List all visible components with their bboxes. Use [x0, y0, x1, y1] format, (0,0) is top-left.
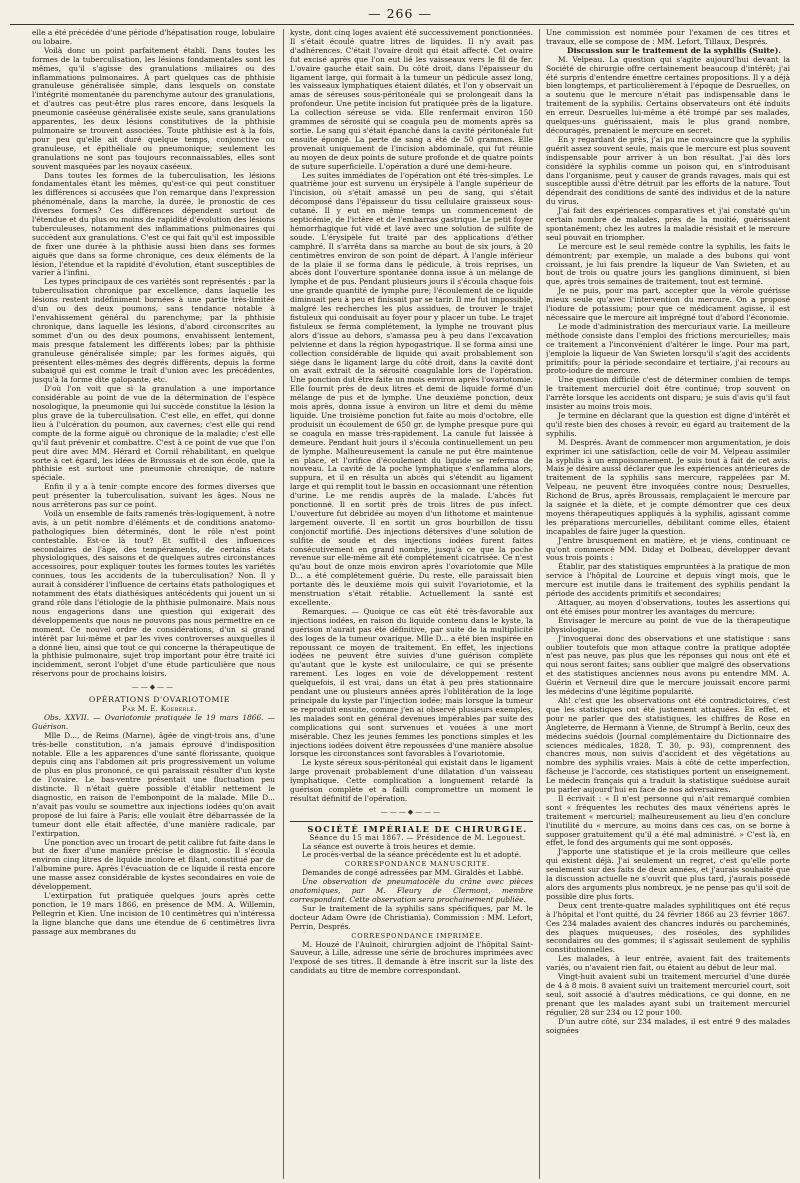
paragraph: Dans toutes les formes de la tuberculisation, les lésions fondamentales étant les mêmes, qu'est-ce qui peut constituer les différences si accusées que l'on remarque dans l'expression phénoménale, dans la marche, la durée, le pronostic de ces diverses formes? Ces différences dépendent surtout de l'étendue et du plus ou moins de rapidité d'évolution des lésions tuberculeuses, notamment des inflammations pulmonaires qui succèdent aux granulations. C'est ce qui fait qu'il est impossible de fixer une durée à la phthisie aussi bien dans ses formes aiguës que dans sa forme chronique, ces deux éléments de la lésion, l'étendue et la rapidité d'évolution, étant susceptibles de varier à l'infini.: [32, 170, 275, 278]
paragraph: J'invoquerai donc des observations et une statistique : sans oublier toutefois que mon attaque contre la pratique adoptée n'est pas neuve, pas plus que les réponses qui nous ont été et qui nous seront faites; sans oublier que malgré des observations et des statistiques anciennes nous avons pu entendre MM. A. Guérin et Verneuil dire que le mercure jouissait encore parmi les médecins d'une légitime popularité.: [546, 633, 790, 697]
paragraph: Je termine en déclarant que la question est digne d'intérêt et qu'il reste bien des choses à revoir, eu égard au traitement de la syphilis.: [546, 410, 790, 438]
paragraph: Une question difficile c'est de déterminer combien de temps le traitement mercuriel doit être continué; trop souvent on l'arrête lorsque les accidents ont disparu; je suis d'avis qu'il faut insister au moins trois mois.: [546, 375, 790, 412]
correspondence-heading: CORRESPONDANCE IMPRIMÉE.: [351, 931, 484, 940]
observation-title: Obs. XXVII. — Ovariotomie pratiquée le 19 mars 1866. — Guérison.: [32, 712, 275, 731]
paragraph: Les malades, à leur entrée, avaient fait des traitements variés, ou n'avaient rien fait, ou étaient au début de leur mal.: [546, 954, 790, 973]
column-left: [32, 29, 275, 1177]
seance-line: Séance du 15 mai 1867. — Présidence de M. Legouest.: [309, 833, 526, 842]
society-title: SOCIÉTÉ IMPÉRIALE DE CHIRURGIE.: [290, 821, 533, 834]
paragraph: Une observation de pneumatocèle du crâne avec pièces anatomiques, par M. Fleury de Clermont, membre correspondant. Cette observation sera prochainement publiée.: [290, 877, 533, 904]
paragraph: Les suites immédiates de l'opération ont été très-simples. Le quatrième jour est survenu un érysipèle à l'angle supérieur de l'incision, où s'était amassé un peu de sang, qui s'était décomposé dans l'épaisseur du tissu cellulaire graisseux sous-cutané. Il y eut en même temps un commencement de septicémie, de l'ictère et de l'embarras gastrique. Le petit foyer hémorrhagique fut vidé et lavé avec une solution de sulfite de soude. L'érysipèle fut traité par des applications d'éther camphré. Il s'arrêta dans sa marche au bout de six jours, à 20 centimètres environ de son point de départ. À l'angle inférieur de la plaie il se forma dans le pédicule, à trois reprises, un abcès dont l'ouverture spontanée donna issue à un mélange de lymphe et de pus. Pendant plusieurs jours il s'écoula chaque fois une grande quantité de lymphe pure; l'écoulement de ce liquide diminuait peu à peu et finissait par se tarir. Il me fut impossible, malgré les recherches les plus assidues, de trouver le trajet fistuleux qui conduisait au foyer pour y placer un tube. Le trajet fistuleux se ferma complétement, la lymphe ne trouvant plus alors d'issue au dehors, s'amassa peu à peu dans l'excavation pelvienne et dans la région hypogastrique. Il se forma ainsi une collection considérable de liquide qui avait probablement son siége dans le ligament large du côté droit, dans la cavité dont on avait extrait de la sérosité coagulable lors de l'opération. Une ponction dut être faite un mois environ après l'ovariotomie. Elle fournit près de deux litres et demi de liquide formé d'un mélange de pus et de lymphe. Une deuxième ponction, deux mois après, donna issue à environ un litre et demi du même liquide. Une troisième ponction fut faite au mois d'octobre, elle produisit un écoulement de 650 gr. de lymphe presque pure qui se coagula en masse très-rapidement. La canule fut laissée à demeure. Pendant huit jours il s'écoula continuellement un peu de lymphe. Malheureusement la canule ne put être maintenue en place, et l'orifice d'écoulement du liquide se referma de nouveau. La cavité de la poche lymphatique s'enflamma alors, suppura, et il en résulta un abcès qui s'étendit au ligament large et qui remplit tout le bassin en occasionnant une rétention d'urine. Le me rendis auprès de la malade. L'abcès fut ponctionné. Il en sortit près de trois litres de pus infect. L'ouverture fut débridée au moyen d'un lithotome et maintenue largement ouverte. Il en sortit un gros bourbillon de tissu conjonctif mortifié. Des injections détersives d'une solution de sulfite de soude et des injections iodées furent faites consécutivement en grand nombre, jusqu'à ce que la poche revenue sur elle-même ait été complétement cicatrisée. Ce n'est qu'au bout de onze mois environ après l'ovariotomie que Mlle D... a été complétement guérie. Du reste, elle paraissait bien portante dès le deuxième mois qui suivit l'ovariotomie, et la menstruation s'était rétablie. Actuellement la santé est excellente.: [290, 170, 533, 607]
paragraph: Les types principaux de ces variétés sont représentés : par la tuberculisation chronique par excellence, dans laquelle les lésions restent indéfiniment bornées à une partie très-limitée d'un ou des deux poumons, sans tendance notable à l'envahissement général du parenchyme; par la phthisie chronique, dans laquelle les lésions, d'abord circonscrites au sommet d'un ou des deux poumons, envahissent lentement, mais presque fatalement les différents lobes; par la phthisie granuleuse généralisée simple; par les formes aiguës, qui présentent elles-mêmes des degrés différents, depuis la forme subaiguë qui est comme le trait d'union avec les précédentes, jusqu'à la forme dite galopante, etc.: [32, 277, 275, 385]
remarks-paragraph: Remarques. — Quoique ce cas eût été très-favorable aux injections iodées, en raison du liquide contenu dans le kyste, la guérison n'aurait pas été définitive, par suite de la multiplicité des loges de la tumeur ovarique. Mlle D... a été bien inspirée en repoussant ce moyen de traitement. En effet, les injections iodées ne peuvent être suivies d'une guérison complète qu'autant que le kyste est uniloculaire, ce qui se présente rarement. Les loges en voie de développement restent quelquefois, il est vrai, dans un état à peu près stationnaire pendant une ou plusieurs années après l'oblitération de la loge principale du kyste par l'injection iodée; mais lorsque la tumeur se reproduit ensuite, comme j'en ai observé plusieurs exemples, les malades sont en général devenues impérables par suite des complications qui sont survenues et vouées à une mort misérable. Chez les jeunes femmes les ponctions simples et les injections iodées doivent être repoussées d'une manière absolue lorsque les circonstances sont favorables à l'ovariotomie.: [290, 606, 533, 759]
column-fade: [32, 1167, 275, 1177]
paragraph: Voilà donc un point parfaitement établi. Dans toutes les formes de la tuberculisation, les lésions fondamentales sont les mêmes, qu'il s'agisse des granulations miliaires ou des inflammations pulmonaires. À part quelques cas de phthisie granuleuse généralisée simple, dans lesquels on constate l'intégrité momentanée du parenchyme autour des granulations, et d'autres cas peut-être plus rares encore, dans lesquels la pneumonie caséeuse généralisée existe seule, sans granulations apparentes, les deux lésions constitutives de la phthisie pulmonaire se trouvent associées. Toute phthisie est à la fois, pour peu qu'elle ait duré quelque temps, conjonctive ou granuleuse, et épithéliale ou pneumonique; seulement les granulations ne sont pas toujours reconnaissables, elles sont souvent masquées par les noyaux caséeux.: [32, 45, 275, 171]
paragraph: En y regardant de près, j'ai pu me convaincre que la syphilis guérit assez souvent seule, mais que le mercure est plus souvent indispensable pour arriver à un bon résultat. J'ai dès lors considéré la syphilis comme un poison qui, en s'introduisant dans l'organisme, peut y causer de grands ravages, mais qui est susceptible aussi d'être détruit par les efforts de la nature. Tout dépendrait des conditions de santé des individus et de la nature du virus.: [546, 134, 790, 207]
paragraph: Sur le traitement de la syphilis sans spécifiques, par M. le docteur Adam Owre (de Christiania). Commission : MM. Lefort, Perrin, Després.: [290, 903, 533, 931]
paragraph: Demandes de congé adressées par MM. Giraldès et Labbé.: [302, 868, 524, 878]
discussion-title: Discussion sur le traitement de la syphilis (Suite).: [567, 45, 781, 55]
paragraph: Il écrivait : « Il n'est personne qui n'ait remarqué combien sont « fréquentes les rechutes des maux vénériens après le traitement « mercuriel; malheureusement au lieu d'en conclure l'inutilité du « mercure, au moins dans ces cas, on se borne à supposer gratuitement qu'il a été mal administré. » C'est là, en effet, le fond des arguments qui me sont opposés.: [546, 793, 790, 848]
paragraph: Je ne puis, pour ma part, accepter que la vérole guérisse mieux seule qu'avec l'intervention du mercure. On a proposé l'iodure de potassium; pour que ce médicament agisse, il est nécessaire que le mercure ait imprégné tout d'abord l'économie.: [546, 286, 790, 322]
paragraph: Le procès-verbal de la séance précédente est lu et adopté.: [302, 850, 522, 860]
paragraph: M. Houzé de l'Aulnoit, chirurgien adjoint de l'hôpital Saint-Sauveur, à Lille, adresse une série de brochures imprimées avec l'exposé de ses titres. Il demande à être inscrit sur la liste des candidats au titre de membre correspondant.: [290, 939, 533, 976]
column-middle: [290, 29, 533, 1177]
ornament-divider: ——◆——: [131, 683, 176, 692]
paragraph: Attaquer, au moyen d'observations, toutes les assertions qui ont été émises pour montrer les avantages du mercure;: [546, 598, 790, 616]
paragraph: Vingt-huit avaient subi un traitement mercuriel d'une durée de 4 à 8 mois. 8 avaient suivi un traitement mercuriel court, soit seul, soit associé à d'autres médications, ce qui donne, en ne prenant que les malades ayant subi un traitement mercuriel régulier, 28 sur 234 ou 12 pour 100.: [546, 972, 790, 1017]
paragraph: Établir, par des statistiques empruntées à la pratique de mon service à l'hôpital de Lourcine et depuis vingt mois, que le mercure est inutile dans le traitement des syphilis pendant la période des accidents primitifs et secondaires;: [546, 562, 790, 599]
paragraph: Une ponction avec un trocart de petit calibre fut faite dans le but de fixer d'une manière précise le diagnostic. Il s'écoula environ cinq litres de liquide incolore et filant, constitué par de l'albumine pure. Après l'évacuation de ce liquide il resta encore une masse assez considérable de kystes secondaires en voie de développement.: [32, 837, 275, 892]
paragraph: Mlle D..., de Reims (Marne), âgée de vingt-trois ans, d'une très-belle constitution, n'a jamais éprouvé d'indisposition notable. Elle a les apparences d'une santé florissante, quoique depuis cinq ans l'abdomen ait pris progressivement un volume de plus en plus prononcé, ce qui paraissait résulter d'un kyste de l'ovaire. Le bas-ventre présentait une fluctuation peu distincte. Il n'était guère possible d'établir nettement le diagnostic, en raison de l'embonpoint de la malade. Mlle D... n'avait pas voulu se soumettre aux injections iodées qu'on avait proposé de lui faire à Paris; elle voulait être débarrassée de la tumeur dont elle était affectée, d'une manière radicale, par l'extirpation.: [32, 730, 275, 838]
paragraph: Le kyste séreux sous-péritonéal qui existait dans le ligament large provenait probablement d'une dilatation d'un vaisseau lymphatique. Cette complication a longuement retardé la guérison complète et a failli compromettre un moment le résultat définitif de l'opération.: [290, 758, 533, 803]
paragraph: elle a été précédée d'une période d'hépatisation rouge, lobulaire ou lobaire.: [32, 29, 275, 46]
column-fade: [290, 1167, 533, 1177]
paragraph: Voilà un ensemble de faits ramenés très-logiquement, à notre avis, à un petit nombre d'éléments et de conditions anatomo-pathologiques bien déterminés, dont le rôle n'est point contestable. Est-ce là tout? Et suffit-il des influences secondaires de l'âge, des tempéraments, de certains états physiologiques, des saisons et de quelques autres circonstances accessoires, pour expliquer toutes les formes toutes les variétés connues, tous les accidents de la tuberculisation? Non. Il y aurait à considérer l'influence de certains états pathologiques et notamment des états diathésiques antécédents qui jouent un si grand rôle dans l'étiologie de la phthisie pulmonaire. Mais nous nous engagerions dans une question qui exigerait des développements que nous ne pouvons pas nous permettre en ce moment. Ce nouvel ordre de considérations, d'un si grand intérêt par lui-même et par les vives controverses auxquelles il a donné lieu, ainsi que tout ce qui concerne la thérapeutique de la phthisie pulmonaire, sujet trop important pour être traité ici incidemment, seront l'objet d'une étude particulière que nous réservons pour de prochains loisirs.: [32, 508, 275, 679]
paragraph: D'où l'on voit que si la granulation a une importance considérable au point de vue de la détermination de l'espèce nosologique, la pneumonie qui lui succède constitue la lésion la plus grave de la tuberculisation. C'est elle, en effet, qui donne lieu à l'ulcération du poumon, aux cavernes; c'est elle qui rend compte de la forme aiguë ou chronique de la maladie; c'est elle qu'il faut prévenir et combattre. C'est à ce point de vue que l'on peut dire avec MM. Hérard et Cornil réhabilitant, en quelque sorte à cet égard, les idées de Broussais et de son école, que la phthisie est surtout une pneumonie chronique, de nature spéciale.: [32, 384, 275, 483]
paragraph: D'un autre côté, sur 234 malades, il est entré 9 des malades soignées: [546, 1016, 790, 1035]
column-divider: [283, 29, 284, 1179]
paragraph: L'extirpation fut pratiquée quelques jours après cette ponction, le 19 mars 1866, en présence de MM. A. Willemin, Pellegrin et Kien. Une incision de 10 centimètres qui n'intéressa la ligne blanche que dans une étendue de 6 centimètres livra passage aux membranes du: [32, 891, 275, 936]
paragraph: Le mercure est le seul remède contre la syphilis, les faits le démontrent; par exemple, un malade a des bubons qui vont croissant, je lui fais prendre la liqueur de Van Swieten, et au bout de trois ou quatre jours les ganglions diminuent, si bien que, après trois semaines de traitement, tout est terminé.: [546, 241, 790, 287]
section-author: Par M. E. Koeberlé.: [122, 704, 197, 713]
ornament-divider: ———◆———: [380, 807, 443, 816]
page-number: — 266 —: [368, 6, 432, 21]
paragraph: La séance est ouverte à trois heures et demie.: [302, 841, 476, 851]
paragraph: kyste, dont cinq loges avaient été successivement ponctionnées. Il s'était écoulé quatre litres de liquides. Il n'y avait pas d'adhérences. C'était l'ovaire droit qui était affecté. Cet ovaire fut excisé après que l'on eut lié les vaisseaux vers le fil de fer. L'ovaire gauche était sain. Du côté droit, dans l'épaisseur du ligament large, qui formait à la tumeur un pédicule assez long, les vaisseaux lymphatiques étaient dilatés, et l'on y observait un amas de séreuses sous-péritonéale qui se prolongeait dans la profondeur. Une petite incision fut pratiquée près de la ligature. La collection séreuse se vida. Elle renfermait environ 150 grammes de sérosité qui se coagula peu de moments après sa sortie. Le sang qui s'était épanché dans la cavité péritonéale fut ensuite épongé. La perte de sang a été de 50 grammes. Elle provenait uniquement de l'incision abdominale, qui fut réunie au moyen de deux points de suture profonde et de quatre points de suture superficielle. L'opération a duré une demi-heure.: [290, 29, 533, 171]
paragraph: Une commission est nommée pour l'examen de ces titres et travaux, elle se compose de : MM. Lefort, Tillaux, Després.: [546, 29, 790, 46]
column-right: [546, 29, 790, 1177]
column-fade: [546, 1167, 790, 1177]
column-divider: [539, 29, 540, 1179]
paragraph: J'entre brusquement en matière, et je viens, continuant ce qu'ont commencé MM. Diday et Dolbeau, développer devant vous trois points :: [546, 535, 790, 563]
header-rule: [10, 24, 794, 25]
paragraph: M. Velpeau. La question qui s'agite aujourd'hui devant la Société de chirurgie offre certainement beaucoup d'intérêt; j'ai été surpris d'entendre émettre certaines propositions. Il y a déjà bien longtemps, et particulièrement à l'époque de Desruelles, on a soutenu que le mercure n'était pas indispensable dans le traitement de la syphilis. Certains observateurs ont été induits en erreur. Desruelles lui-même a été trompé par ses malades, quelques-uns guérissaient, mais le plus grand nombre, découragés, prenaient le mercure en secret.: [546, 54, 790, 135]
correspondence-heading: CORRESPONDANCE MANUSCRITE.: [344, 860, 491, 869]
paragraph: J'ai fait des expériences comparatives et j'ai constaté qu'un certain nombre de malades, près de la moitié, guérissaient spontanément; chez les autres la maladie résistait et le mercure seul pouvait en triompher.: [546, 206, 790, 242]
section-title: OPÉRATIONS D'OVARIOTOMIE: [88, 695, 231, 705]
paragraph: Ah! c'est que les observations ont été contradictoires, c'est que les statistiques ont été justement attaquées. En effet, et pour ne parler que des statistiques, les chiffres de Rose en Angleterre, de Hermann à Vienne, de Strumpf à Berlin, ceux des médecins suédois (Journal complémentaire du Dictionnaire des sciences médicales, 1828, T. 30, p. 93), comprennent des chancres mous, non suivis d'accident et des végétations au nombre des syphilis vraies. Mais à côté de cette imperfection, fâcheuse je l'accorde, ces statistiques portent un enseignement. Le médecin français qui a traduit la statistique suédoise aurait pu parler aujourd'hui en face de nos adversaires.: [546, 695, 790, 795]
paragraph: Enfin il y a à tenir compte encore des formes diverses que peut présenter la tuberculisation, suivant les âges. Nous ne nous arrêterons pas sur ce point.: [32, 482, 275, 510]
paragraph: Deux cent trente-quatre malades syphilitiques ont été reçus à l'hôpital et l'ont quitté, du 24 février 1866 au 23 février 1867. Ces 234 malades avaient des chancres indurés ou parcheminés, des plaques muqueuses, des roséoles, des syphilides secondaires ou des gommes; il s'agissait seulement de syphilis constitutionnelles.: [546, 900, 790, 955]
paragraph: Envisager le mercure au point de vue de la thérapeutique physiologique.: [546, 615, 790, 634]
paragraph: M. Després. Avant de commencer mon argumentation, je dois exprimer ici une satisfaction, celle de voir M. Velpeau assimiler la syphilis à un empoisonnement. Je suis tout à fait de cet avis. Mais je désire aussi déclarer que les expériences antérieures de traitement de la syphilis sans mercure, rappelées par M. Velpeau, ne peuvent être invoquées contre nous; Desruelles, Richond de Brus, après Broussais, remplaçaient le mercure par la saignée et la diète, et je compte démontrer que ces deux moyens thérapeutiques appliqués à la syphilis, agissant comme les préparations mercurielles, débilitant comme elles, étaient incapables de faire juger la question.: [546, 437, 790, 536]
paragraph: J'apporte une statistique et je la crois meilleure que celles qui existent déjà. J'ai seulement un regret, c'est qu'elle porte seulement sur des faits de deux années, et j'aurais souhaité que la discussion actuelle ne s'ouvrît que plus tard, j'aurais possédé alors des arguments plus nombreux, je ne pense pas qu'il soit de possible dire plus forts.: [546, 847, 790, 901]
paragraph: Le mode d'administration des mercuriaux varie. La meilleure méthode consiste dans l'emploi des frictions mercurielles; mais ce traitement a l'inconvénient d'altérer le linge. Pour ma part, j'emploie la liqueur de Van Swieten lorsqu'il s'agit des accidents primitifs; pour la période secondaire et tertiaire, j'ai recours au proto-iodure de mercure.: [546, 321, 790, 376]
